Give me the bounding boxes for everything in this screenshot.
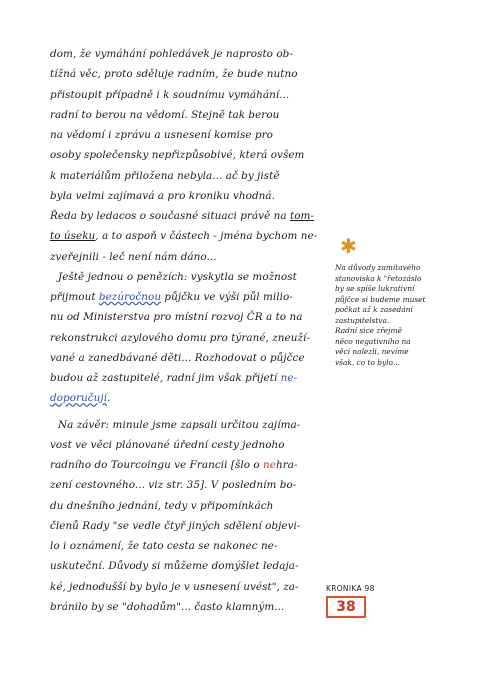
text-line: zení cestovného... viz str. 35]. V posledním bo-	[50, 479, 297, 492]
text-line: Na závěr: minule jsme zapsali určitou zajíma-	[58, 418, 301, 431]
text-line: budou až zastupitelé, radní jim však přijetí ne-	[50, 372, 298, 384]
text-line: přistoupit případně i k soudnímu vymáhání...	[50, 88, 290, 101]
text-line: byla velmi zajímavá a pro kroniku vhodná.	[50, 189, 276, 202]
text-line: to úseku, a to aspoň v částech - jména bychom ne-	[50, 230, 318, 243]
side-note-line: však, co to bylo...	[335, 357, 400, 367]
side-note-line: stanoviska k "řetozáslo	[335, 273, 422, 283]
page-number: 38	[326, 596, 366, 618]
text-line: radní to berou na vědomí. Stejně tak berou	[50, 108, 280, 121]
text-line: doporučují.	[50, 392, 111, 405]
side-note-line: půjčce si budeme muset	[335, 294, 426, 304]
highlighted-word: ne-	[280, 372, 298, 384]
text-line: dom, že vymáhání pohledávek je naprosto ob-	[50, 48, 293, 60]
highlighted-word: doporučují	[50, 392, 108, 405]
side-note-line: věci nalezli, nevíme	[335, 347, 409, 356]
text-line: osoby společensky nepřizpůsobivé, která ovšem	[50, 149, 305, 162]
text-line: lo i oznámení, že tato cesta se nakonec ne-	[50, 540, 278, 552]
side-note-line: Na důvody zamítavého	[335, 263, 421, 272]
side-note-line: něco negativního na	[335, 336, 411, 346]
text-line: členů Rady "se vedle čtyř jiných sdělení objevi-	[50, 519, 301, 532]
text-line: uskuteční. Důvody si můžeme domýšlet ledaja-	[50, 560, 299, 573]
side-note	[335, 263, 475, 368]
text-line: radního do Tourcoingu ve Francii [šlo o nehra-	[50, 459, 298, 471]
text-line: na vědomí i zprávu a usnesení komise pro	[50, 129, 273, 141]
underlined-word: to úseku	[50, 230, 96, 243]
text-line: du dnešního jednání, tedy v připomínkách	[50, 499, 274, 512]
asterisk-icon: ✱	[340, 234, 357, 258]
main-text	[50, 44, 320, 617]
red-syllable: ne	[263, 459, 276, 471]
side-note-line: Radní sice zřejmě	[335, 326, 402, 335]
text-line: nu od Ministerstva pro místní rozvoj ČR a to na	[50, 311, 303, 324]
side-note-line: by se spíše lukrativní	[335, 284, 415, 293]
text-line: k materiálům přiložena nebyla... ač by jistě	[50, 169, 280, 182]
chronicle-tag: KRONIKA 98	[326, 584, 375, 593]
text-line: rekonstrukci azylového domu pro týrané, zneuží-	[50, 331, 310, 344]
text-line: Ředa by ledacos o současné situaci právě na tom-	[50, 210, 314, 222]
underlined-word: tom-	[290, 210, 314, 222]
highlighted-word: bezúročnou	[98, 291, 162, 303]
side-note-line: zastupitelstva.	[335, 315, 390, 325]
text-line: bránilo by se "dohadům"... často klamným...	[50, 600, 285, 613]
text-line: přijmout bezúročnou půjčku ve výši půl milio-	[50, 291, 293, 303]
text-line: vost ve věci plánované úřední cesty jednoho	[50, 438, 285, 451]
text-line: zveřejnili - leč není nám dáno...	[50, 250, 217, 263]
text-line: tížná věc, proto sděluje radním, že bude nutno	[50, 68, 298, 81]
side-note-line: počkat až k zasedání	[335, 305, 413, 314]
text-line: Ještě jednou o penězích: vyskytla se možnost	[58, 270, 297, 283]
text-line: vané a zanedbávané děti... Rozhodovat o půjčce	[50, 351, 305, 364]
text-line: ké, jednodušší by bylo je v usnesení uvést", za-	[50, 580, 299, 593]
